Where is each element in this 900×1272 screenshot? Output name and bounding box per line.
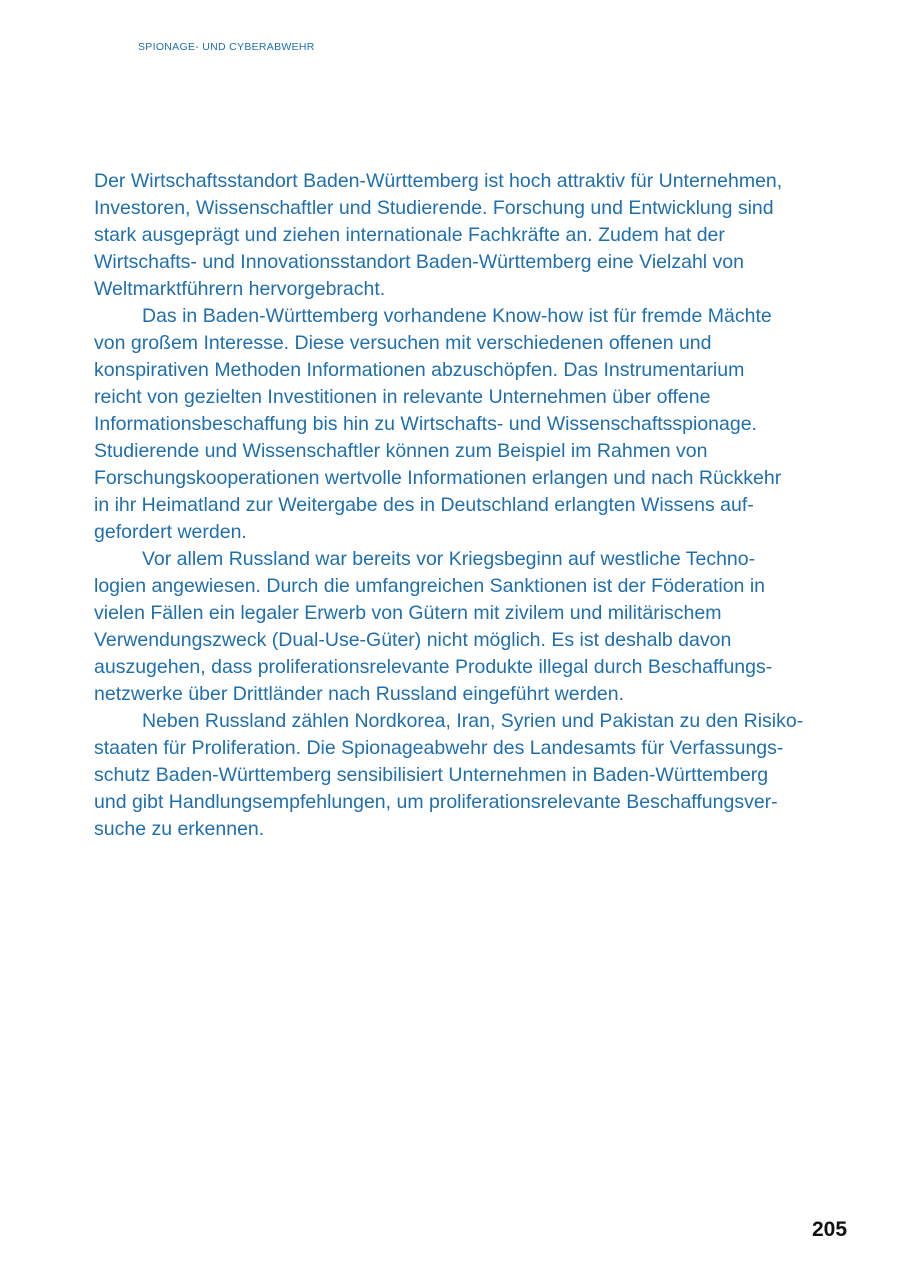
text-line: Verwendungszweck (Dual-Use-Güter) nicht möglich. Es ist deshalb davon: [94, 629, 732, 651]
text-line: stark ausgeprägt und ziehen internationale Fachkräfte an. Zudem hat der: [94, 224, 725, 246]
paragraph-4: [94, 708, 864, 843]
text-line: gefordert werden.: [94, 521, 247, 543]
paragraph-1: [94, 168, 864, 303]
text-line: Studierende und Wissenschaftler können zum Beispiel im Rahmen von: [94, 440, 708, 462]
text-line: und gibt Handlungsempfehlungen, um proliferationsrelevante Beschaffungsver-: [94, 791, 778, 813]
text-line: in ihr Heimatland zur Weitergabe des in Deutschland erlangten Wissens auf-: [94, 494, 754, 516]
text-line: Forschungskooperationen wertvolle Informationen erlangen und nach Rückkehr: [94, 467, 782, 489]
text-line: Neben Russland zählen Nordkorea, Iran, Syrien und Pakistan zu den Risiko-: [142, 710, 804, 732]
running-head: SPIONAGE- UND CYBERABWEHR: [138, 41, 315, 53]
page-number: 205: [812, 1218, 848, 1241]
text-line: Das in Baden-Württemberg vorhandene Know-how ist für fremde Mächte: [142, 305, 772, 327]
text-line: Der Wirtschaftsstandort Baden-Württemberg ist hoch attraktiv für Unternehmen,: [94, 170, 783, 192]
body-text: [94, 168, 864, 843]
text-line: netzwerke über Drittländer nach Russland eingeführt werden.: [94, 683, 625, 705]
text-line: auszugehen, dass proliferationsrelevante Produkte illegal durch Beschaffungs-: [94, 656, 773, 678]
paragraph-3: [94, 546, 864, 708]
text-line: Wirtschafts- und Innovationsstandort Baden-Württemberg eine Vielzahl von: [94, 251, 744, 273]
text-line: logien angewiesen. Durch die umfangreichen Sanktionen ist der Föderation in: [94, 575, 765, 597]
text-line: Investoren, Wissenschaftler und Studierende. Forschung und Entwicklung sind: [94, 197, 774, 219]
text-line: suche zu erkennen.: [94, 818, 265, 840]
text-line: schutz Baden-Württemberg sensibilisiert Unternehmen in Baden-Württemberg: [94, 764, 769, 786]
text-line: Weltmarktführern hervorgebracht.: [94, 278, 386, 300]
text-line: reicht von gezielten Investitionen in relevante Unternehmen über offene: [94, 386, 711, 408]
paragraph-2: [94, 303, 864, 546]
text-line: Vor allem Russland war bereits vor Kriegsbeginn auf westliche Techno-: [142, 548, 756, 570]
text-line: staaten für Proliferation. Die Spionageabwehr des Landesamts für Verfassungs-: [94, 737, 784, 759]
text-line: vielen Fällen ein legaler Erwerb von Gütern mit zivilem und militärischem: [94, 602, 722, 624]
text-line: Informationsbeschaffung bis hin zu Wirtschafts- und Wissenschaftsspionage.: [94, 413, 757, 435]
text-line: von großem Interesse. Diese versuchen mit verschiedenen offenen und: [94, 332, 712, 354]
text-line: konspirativen Methoden Informationen abzuschöpfen. Das Instrumentarium: [94, 359, 745, 381]
